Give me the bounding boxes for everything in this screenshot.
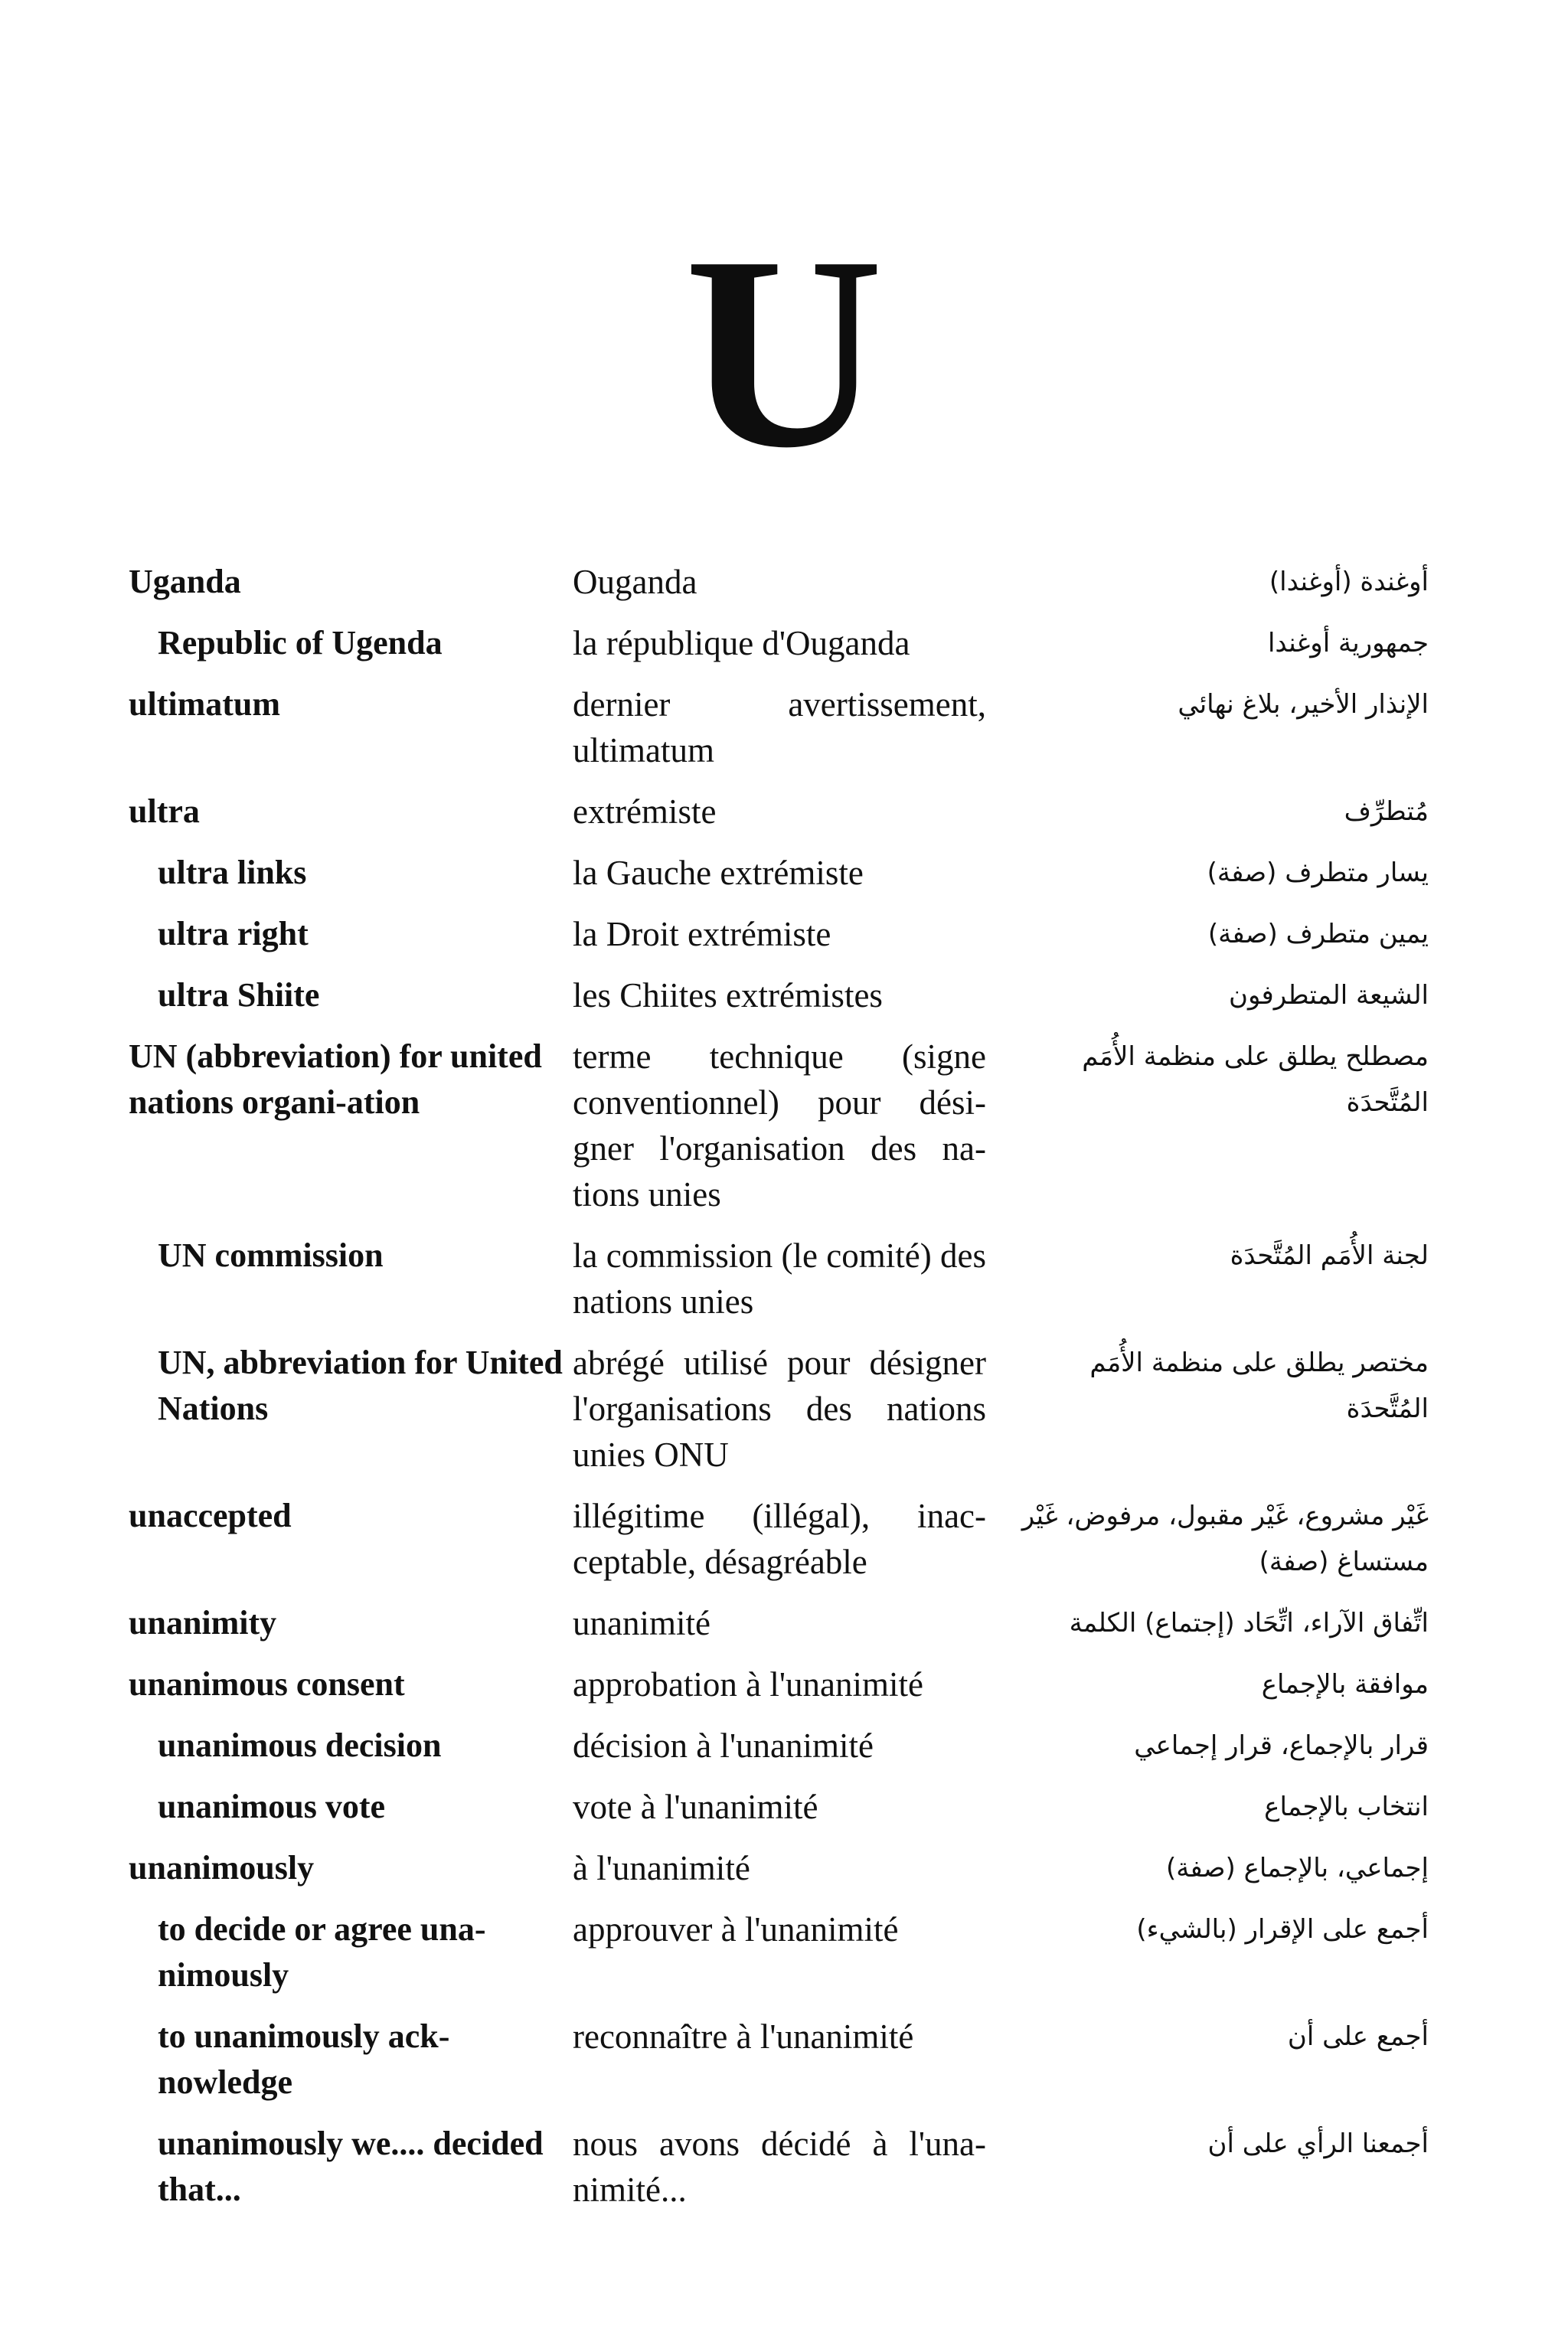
entry-row <box>129 1906 1446 1998</box>
entry-row <box>129 620 1446 666</box>
entry-row <box>129 789 1446 835</box>
arabic-term: أوغندة (أوغندا) <box>1269 567 1429 597</box>
french-term: illégitime (illégal), inac-ceptable, désagréable <box>573 1497 986 1581</box>
arabic-term: يسار متطرف (صفة) <box>1207 858 1429 888</box>
arabic-term: انتخاب بالإجماع <box>1264 1792 1429 1822</box>
arabic-term: اتِّفاق الآراء، اتِّحَاد (إجتماع) الكلمة <box>1069 1608 1429 1638</box>
english-term: unanimity <box>129 1604 277 1642</box>
french-term: approbation à l'unanimité <box>573 1665 923 1704</box>
entry-row <box>129 2014 1446 2105</box>
entry-row <box>129 559 1446 605</box>
english-term: UN commission <box>158 1237 384 1274</box>
arabic-term: أجمع على الإقرار (بالشيء) <box>1136 1914 1429 1945</box>
english-term: unanimously we.... decided that... <box>158 2125 544 2208</box>
english-term: unanimous vote <box>158 1788 386 1825</box>
entry-list <box>129 559 1446 2228</box>
arabic-term: جمهورية أوغندا <box>1267 628 1429 658</box>
entry-row <box>129 1493 1446 1585</box>
english-term: unanimously <box>129 1849 315 1887</box>
english-term: to decide or agree una-nimously <box>158 1910 486 1994</box>
french-term: extrémiste <box>573 792 717 831</box>
arabic-term: مختصر يطلق على منظمة الأُمَم المُتَّحدَة <box>1089 1348 1429 1424</box>
entry-row <box>129 972 1446 1018</box>
english-term: unanimous consent <box>129 1665 405 1703</box>
english-term: ultra <box>129 792 200 830</box>
arabic-term: مصطلح يطلق على منظمة الأُمَم المُتَّحدَة <box>1082 1041 1429 1118</box>
arabic-term: غَيْر مشروع، غَيْر مقبول، مرفوض، غَيْر مستساغ (صفة) <box>1021 1501 1429 1577</box>
french-term: nous avons décidé à l'una-nimité... <box>573 2125 986 2209</box>
entry-row <box>129 681 1446 773</box>
english-term: ultimatum <box>129 685 280 723</box>
french-term: dernier avertissement, ultimatum <box>573 685 986 769</box>
arabic-term: لجنة الأُمَم المُتَّحدَة <box>1230 1240 1429 1271</box>
entry-row <box>129 850 1446 896</box>
entry-row <box>129 1034 1446 1217</box>
french-term: les Chiites extrémistes <box>573 976 883 1014</box>
arabic-term: أجمعنا الرأي على أن <box>1207 2128 1429 2159</box>
arabic-term: موافقة بالإجماع <box>1261 1669 1429 1700</box>
english-term: UN, abbreviation for United Nations <box>158 1344 563 1427</box>
entry-row <box>129 1233 1446 1325</box>
french-term: terme technique (signe conventionnel) pour dési-gner l'organisation des na-tions unies <box>573 1037 986 1214</box>
french-term: à l'unanimité <box>573 1849 750 1887</box>
french-term: vote à l'unanimité <box>573 1788 818 1826</box>
french-term: approuver à l'unanimité <box>573 1910 899 1949</box>
english-term: to unanimously ack-nowledge <box>158 2017 450 2101</box>
entry-row <box>129 1723 1446 1769</box>
entry-row <box>129 911 1446 957</box>
entry-row <box>129 2121 1446 2213</box>
french-term: Ouganda <box>573 563 697 601</box>
arabic-term: الشيعة المتطرفون <box>1229 980 1429 1011</box>
entry-row <box>129 1784 1446 1830</box>
english-term: UN (abbreviation) for united nations organi-ation <box>129 1037 542 1121</box>
french-term: reconnaître à l'unanimité <box>573 2017 914 2056</box>
french-term: décision à l'unanimité <box>573 1727 874 1765</box>
english-term: unaccepted <box>129 1497 292 1534</box>
english-term: Republic of Ugenda <box>158 624 443 662</box>
arabic-term: يمين متطرف (صفة) <box>1207 919 1429 949</box>
entry-row <box>129 1600 1446 1646</box>
french-term: abrégé utilisé pour désigner l'organisations des nations unies ONU <box>573 1344 986 1474</box>
entry-row <box>129 1340 1446 1478</box>
french-term: unanimité <box>573 1604 710 1642</box>
french-term: la république d'Ouganda <box>573 624 910 662</box>
arabic-term: الإنذار الأخير، بلاغ نهائي <box>1178 689 1429 720</box>
english-term: Uganda <box>129 563 241 600</box>
english-term: unanimous decision <box>158 1727 442 1764</box>
english-term: ultra links <box>158 854 307 891</box>
entry-row <box>129 1661 1446 1707</box>
arabic-term: قرار بالإجماع، قرار إجماعي <box>1134 1730 1429 1761</box>
entry-row <box>129 1845 1446 1891</box>
french-term: la commission (le comité) des nations unies <box>573 1237 986 1321</box>
arabic-term: مُتطرِّف <box>1344 796 1429 827</box>
arabic-term: أجمع على أن <box>1287 2021 1429 2052</box>
french-term: la Gauche extrémiste <box>573 854 864 892</box>
section-letter: U <box>684 199 884 505</box>
french-term: la Droit extrémiste <box>573 915 831 953</box>
english-term: ultra Shiite <box>158 976 320 1014</box>
english-term: ultra right <box>158 915 309 952</box>
arabic-term: إجماعي، بالإجماع (صفة) <box>1165 1853 1429 1883</box>
